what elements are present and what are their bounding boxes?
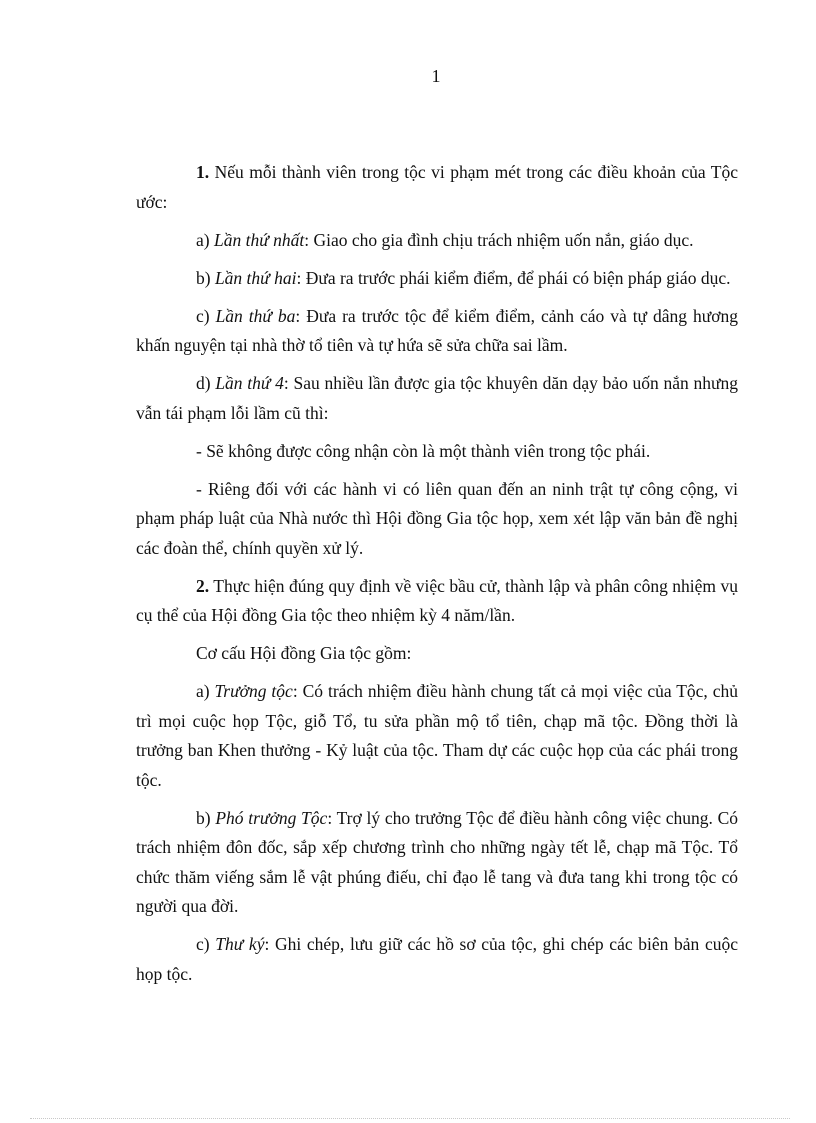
- paragraph-text: : Đưa ra trước tộc để kiểm điểm, cảnh cáo và tự dâng hương khấn nguyện tại nhà thờ tổ tiên và tự hứa sẽ sửa chữa sai lầm.: [136, 305, 738, 355]
- paragraph-text: - Sẽ không được công nhận còn là một thành viên trong tộc phái.: [196, 440, 651, 461]
- paragraph-2-structure: [136, 639, 738, 669]
- paragraph-text: : Giao cho gia đình chịu trách nhiệm uốn nắn, giáo dục.: [304, 229, 694, 250]
- paragraph-number: 1.: [196, 162, 210, 182]
- item-prefix: a): [196, 681, 215, 701]
- item-term: Thư ký: [215, 934, 265, 954]
- paragraph-1c: [136, 302, 738, 361]
- item-term: Lần thứ ba: [215, 305, 296, 326]
- paragraph-1e: [136, 437, 738, 467]
- paragraph-text: : Có trách nhiệm điều hành chung tất cả mọi việc của Tộc, chủ trì mọi cuộc họp Tộc, giỗ Tổ, tu sửa phần mộ tổ tiên, chạp mã tộc. Đồng thời là trưởng ban Khen thưởng - Kỷ luật của tộc. Tham dự các cuộc họp của các phái trong tộc.: [136, 681, 738, 790]
- paragraph-text: Nếu mỗi thành viên trong tộc vi phạm mét trong các điều khoản của Tộc ước:: [136, 162, 738, 212]
- document-body: [136, 158, 738, 998]
- paragraph-text: : Ghi chép, lưu giữ các hồ sơ của tộc, ghi chép các biên bản cuộc họp tộc.: [136, 934, 738, 984]
- item-prefix: c): [196, 305, 216, 326]
- paragraph-2b: [136, 804, 738, 922]
- paragraph-1d: [136, 369, 738, 428]
- item-term: Lần thứ nhất: [213, 229, 305, 250]
- paragraph-text: Cơ cấu Hội đồng Gia tộc gồm:: [196, 643, 412, 663]
- item-prefix: c): [196, 934, 216, 954]
- paragraph-text: : Sau nhiều lần được gia tộc khuyên dăn dạy bảo uốn nắn nhưng vẫn tái phạm lỗi lầm cũ thì:: [136, 373, 739, 423]
- paragraph-1a: [136, 226, 738, 256]
- paragraph-2c: [136, 930, 738, 989]
- item-term: Lần thứ hai: [214, 267, 297, 288]
- paragraph-number: 2.: [196, 575, 210, 596]
- paragraph-text: Thực hiện đúng quy định về việc bầu cử, thành lập và phân công nhiệm vụ cụ thể của Hội đồng Gia tộc theo nhiệm kỳ 4 năm/lần.: [136, 575, 738, 625]
- item-term: Trưởng tộc: [214, 681, 293, 701]
- item-term: Lần thứ 4: [215, 373, 284, 393]
- paragraph-1b: [136, 264, 738, 294]
- item-prefix: d): [196, 373, 216, 393]
- paragraph-text: - Riêng đối với các hành vi có liên quan đến an ninh trật tự công cộng, vi phạm pháp luật của Nhà nước thì Hội đồng Gia tộc họp, xem xét lập văn bản đề nghị các đoàn thể, chính quyền xử lý.: [136, 478, 738, 558]
- item-prefix: b): [196, 267, 215, 288]
- paragraph-2a: [136, 677, 738, 795]
- item-prefix: b): [196, 807, 216, 828]
- page-footer-divider: [30, 1118, 790, 1119]
- paragraph-1: [136, 158, 738, 217]
- page-number: 1: [431, 66, 441, 86]
- paragraph-1f: [136, 475, 738, 564]
- paragraph-text: : Đưa ra trước phái kiểm điểm, để phái có biện pháp giáo dục.: [296, 267, 731, 288]
- paragraph-text: : Trợ lý cho trưởng Tộc để điều hành công việc chung. Có trách nhiệm đôn đốc, sắp xếp chương trình cho những ngày tết lễ, chạp mã Tộc. Tổ chức thăm viếng sắm lễ vật phúng điếu, chỉ đạo lễ tang và đưa tang khi trong tộc có người qua đời.: [136, 807, 739, 916]
- item-term: Phó trưởng Tộc: [215, 807, 328, 828]
- item-prefix: a): [196, 229, 214, 250]
- paragraph-2: [136, 572, 738, 631]
